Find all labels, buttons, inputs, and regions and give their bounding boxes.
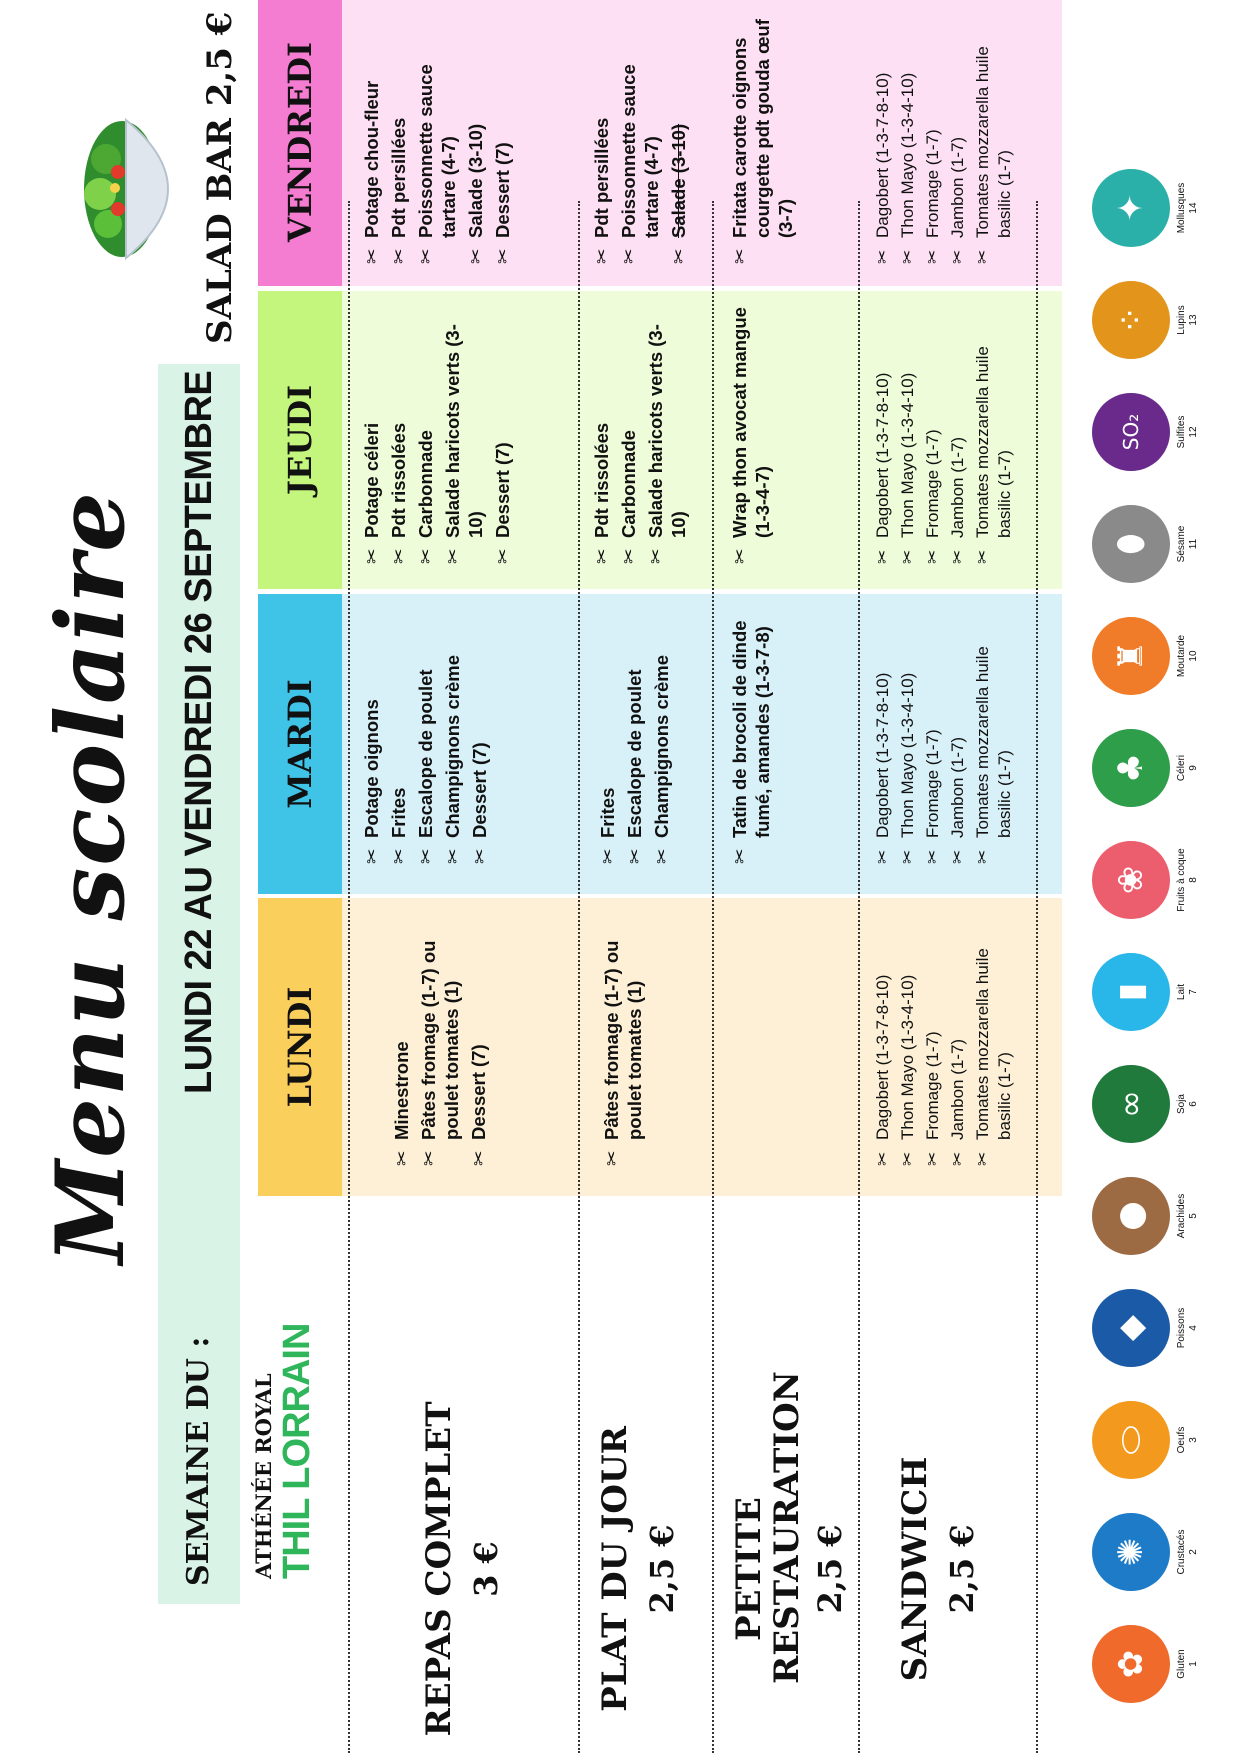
walnut-icon: ❀	[1092, 841, 1170, 919]
allergen-item: ♣ Céleri 9	[1092, 718, 1199, 818]
menu-item: ✂ Salade haricots verts (3-10)	[442, 324, 486, 564]
cutlery-icon: ✂	[591, 248, 612, 264]
school-line2: THIL LORRAIN	[276, 1323, 318, 1579]
cutlery-icon: ✂	[973, 549, 992, 564]
category-name: PETITE RESTAURATION	[729, 1371, 807, 1684]
week-dates: LUNDI 22 AU VENDREDI 26 SEPTEMBRE	[178, 370, 220, 1094]
menu-item: ✂ Jambon (1-7)	[948, 136, 967, 264]
cutlery-icon: ✂	[492, 548, 513, 564]
plat-du-jour-jeudi	[590, 304, 694, 564]
cutlery-icon: ✂	[948, 1151, 967, 1166]
mustard-icon: ♜	[1092, 617, 1170, 695]
menu-item: ✂ Salade (3-10)	[465, 123, 486, 264]
cutlery-icon: ✂	[388, 848, 409, 864]
row-separator	[348, 201, 350, 1753]
plat-du-jour-vendredi	[590, 9, 694, 264]
allergen-item: ⬭ Oeufs 3	[1092, 1390, 1199, 1490]
category-price: 2,5 €	[943, 1524, 981, 1614]
category-sandwich	[896, 1384, 982, 1754]
menu-item: ✂ Tomates mozzarella huile basilic (1-7)	[973, 646, 1014, 864]
allergen-item: SO₂ Sulfites 12	[1092, 382, 1199, 482]
menu-item: ✂ Tomates mozzarella huile basilic (1-7)	[973, 46, 1014, 264]
menu-item: ✂ Jambon (1-7)	[948, 436, 967, 564]
allergen-item: ❀ Fruits à coque 8	[1092, 830, 1199, 930]
menu-item: ✂ Dagobert (1-3-7-8-10)	[873, 72, 892, 264]
day-header-vendredi: VENDREDI	[258, 0, 342, 286]
sandwich-lundi	[872, 911, 1019, 1166]
menu-item: ✂ Fritata carotte oignons courgette pdt gouda œuf (3-7)	[729, 19, 796, 264]
cutlery-icon: ✂	[973, 1151, 992, 1166]
repas-complet-jeudi	[360, 304, 518, 564]
menu-item: ✂ Fromage (1-7)	[923, 729, 942, 864]
cutlery-icon: ✂	[361, 848, 382, 864]
milk-icon: ▮	[1092, 953, 1170, 1031]
menu-item: ✂ Thon Mayo (1-3-4-10)	[898, 372, 917, 564]
cutlery-icon: ✂	[465, 248, 486, 264]
cutlery-icon: ✂	[645, 548, 666, 564]
cutlery-icon: ✂	[873, 849, 892, 864]
menu-item: ✂ Tomates mozzarella huile basilic (1-7)	[973, 948, 1014, 1166]
cutlery-icon: ✂	[973, 849, 992, 864]
cutlery-icon: ✂	[361, 248, 382, 264]
cutlery-icon: ✂	[624, 848, 645, 864]
menu-item: ✂ Potage oignons	[361, 699, 382, 864]
cutlery-icon: ✂	[415, 248, 436, 264]
menu-item: ✂ Dessert (7)	[469, 742, 490, 864]
menu-item: ✂ Dagobert (1-3-7-8-10)	[873, 974, 892, 1166]
allergen-item: ♜ Moutarde 10	[1092, 606, 1199, 706]
row-separator	[712, 201, 714, 1753]
menu-item: ✂ Escalope de poulet	[624, 669, 645, 864]
menu-item: ✂ Poissonnette sauce tartare (4-7)	[618, 64, 662, 264]
menu-item: ✂ Jambon (1-7)	[948, 736, 967, 864]
cutlery-icon: ✂	[597, 848, 618, 864]
menu-item: ✂ Carbonnade	[415, 430, 436, 564]
allergen-item: ⁘ Lupins 13	[1092, 270, 1199, 370]
menu-item: ✂ Champignons crème	[442, 655, 463, 864]
menu-item: ✂ Thon Mayo (1-3-4-10)	[898, 974, 917, 1166]
cutlery-icon: ✂	[388, 548, 409, 564]
week-label: SEMAINE DU :	[181, 1336, 216, 1586]
menu-item: ✂ Potage céleri	[361, 422, 382, 564]
cutlery-icon: ✂	[873, 549, 892, 564]
row-separator	[858, 201, 860, 1753]
peanut-icon: ●	[1092, 1177, 1170, 1255]
cutlery-icon: ✂	[468, 1150, 489, 1166]
cutlery-icon: ✂	[469, 848, 490, 864]
cutlery-icon: ✂	[415, 848, 436, 864]
allergen-item: ∞ Soja 6	[1092, 1054, 1199, 1154]
menu-item: ✂ Dagobert (1-3-7-8-10)	[873, 372, 892, 564]
menu-item: ✂ Pâtes fromage (1-7) ou poulet tomates (1)	[418, 940, 462, 1166]
allergen-item: ◆ Poissons 4	[1092, 1278, 1199, 1378]
cutlery-icon: ✂	[923, 849, 942, 864]
shell-icon: ✦	[1092, 169, 1170, 247]
cutlery-icon: ✂	[668, 248, 689, 264]
menu-item: ✂ Fromage (1-7)	[923, 1031, 942, 1166]
cutlery-icon: ✂	[898, 849, 917, 864]
school-name	[252, 1279, 318, 1579]
cutlery-icon: ✂	[923, 249, 942, 264]
cutlery-icon: ✂	[948, 849, 967, 864]
cutlery-icon: ✂	[391, 1150, 412, 1166]
plat-du-jour-lundi	[600, 916, 650, 1166]
menu-item: ✂ Dagobert (1-3-7-8-10)	[873, 672, 892, 864]
menu-item: ✂ Frites	[388, 787, 409, 864]
lupin-icon: ⁘	[1092, 281, 1170, 359]
petite-restauration-jeudi	[728, 304, 778, 564]
menu-item: ✂ Potage chou-fleur	[361, 80, 382, 264]
menu-item: ✂ Dessert (7)	[468, 1044, 489, 1166]
salad-bowl-icon	[60, 114, 190, 264]
cutlery-icon: ✂	[618, 548, 639, 564]
repas-complet-lundi	[390, 916, 494, 1166]
menu-item: ✂ Pâtes fromage (1-7) ou poulet tomates (1)	[601, 940, 645, 1166]
wheat-icon: ✿	[1092, 1625, 1170, 1703]
allergen-item: ✿ Gluten 1	[1092, 1614, 1199, 1714]
category-name: SANDWICH	[895, 1456, 935, 1682]
menu-item: ✂ Dessert (7)	[492, 142, 513, 264]
cutlery-icon: ✂	[948, 249, 967, 264]
cutlery-icon: ✂	[873, 249, 892, 264]
cutlery-icon: ✂	[729, 548, 750, 564]
cutlery-icon: ✂	[418, 1150, 439, 1166]
menu-item: ✂ Dessert (7)	[492, 442, 513, 564]
plat-du-jour-mardi	[596, 609, 677, 864]
allergen-item: ⬮ Sésame 11	[1092, 494, 1199, 594]
cutlery-icon: ✂	[415, 548, 436, 564]
petite-restauration-mardi	[728, 609, 778, 864]
menu-item: ✂ Salade haricots verts (3-10)	[645, 324, 689, 564]
menu-item: ✂ Escalope de poulet	[415, 669, 436, 864]
cutlery-icon: ✂	[898, 549, 917, 564]
allergen-item: ✦ Mollusques 14	[1092, 158, 1199, 258]
sandwich-vendredi	[872, 9, 1019, 264]
category-price: 2,5 €	[643, 1524, 681, 1614]
cutlery-icon: ✂	[492, 248, 513, 264]
menu-item: ✂ Pdt rissolées	[591, 422, 612, 564]
sandwich-mardi	[872, 609, 1019, 864]
menu-item: ✂ Fromage (1-7)	[923, 429, 942, 564]
cutlery-icon: ✂	[729, 248, 750, 264]
category-repas-complet	[420, 1384, 506, 1754]
cutlery-icon: ✂	[898, 249, 917, 264]
category-petite-restauration	[729, 1371, 850, 1684]
egg-icon: ⬭	[1092, 1401, 1170, 1479]
menu-title: Menu scolaire	[36, 490, 146, 1264]
menu-item: ✂ Pdt rissolées	[388, 422, 409, 564]
cutlery-icon: ✂	[729, 848, 750, 864]
sulfites-icon: SO₂	[1092, 393, 1170, 471]
cutlery-icon: ✂	[923, 549, 942, 564]
category-name: REPAS COMPLET	[419, 1401, 459, 1737]
menu-item: ✂ Frites	[597, 787, 618, 864]
category-price: 2,5 €	[811, 1524, 849, 1614]
row-separator	[578, 201, 580, 1753]
school-line1: ATHÉNÉE ROYAL	[251, 1373, 276, 1579]
celery-icon: ♣	[1092, 729, 1170, 807]
day-header-mardi: MARDI	[258, 594, 342, 894]
week-banner	[158, 364, 240, 1604]
sesame-icon: ⬮	[1092, 505, 1170, 583]
cutlery-icon: ✂	[601, 1150, 622, 1166]
menu-item: ✂ Thon Mayo (1-3-4-10)	[898, 72, 917, 264]
fish-icon: ◆	[1092, 1289, 1170, 1367]
cutlery-icon: ✂	[923, 1151, 942, 1166]
crab-icon: ✺	[1092, 1513, 1170, 1591]
category-plat-du-jour	[596, 1384, 682, 1754]
allergen-item: ● Arachides 5	[1092, 1166, 1199, 1266]
cutlery-icon: ✂	[651, 848, 672, 864]
cutlery-icon: ✂	[898, 1151, 917, 1166]
menu-item: ✂ Pdt persillées	[591, 117, 612, 264]
menu-item: ✂ Tatin de brocoli de dinde fumé, amandes (1-3-7-8)	[729, 620, 773, 864]
allergen-legend	[1092, 154, 1232, 1714]
cutlery-icon: ✂	[442, 548, 463, 564]
salad-bar-label: SALAD BAR 2,5 €	[200, 11, 240, 344]
category-name: PLAT DU JOUR	[595, 1426, 635, 1712]
menu-item: ✂ Pdt persillées	[388, 117, 409, 264]
category-price: 3 €	[467, 1541, 505, 1597]
allergen-item: ✺ Crustacés 2	[1092, 1502, 1199, 1602]
soy-icon: ∞	[1092, 1065, 1170, 1143]
allergen-item: ▮ Lait 7	[1092, 942, 1199, 1042]
menu-item: ✂ Fromage (1-7)	[923, 129, 942, 264]
sandwich-jeudi	[872, 304, 1019, 564]
menu-item: ✂ Wrap thon avocat mangue (1-3-4-7)	[729, 307, 773, 564]
cutlery-icon: ✂	[973, 249, 992, 264]
cutlery-icon: ✂	[388, 248, 409, 264]
menu-item: ✂ Thon Mayo (1-3-4-10)	[898, 672, 917, 864]
day-header-jeudi: JEUDI	[258, 291, 342, 589]
row-separator	[1036, 201, 1038, 1753]
cutlery-icon: ✂	[591, 548, 612, 564]
cutlery-icon: ✂	[361, 548, 382, 564]
menu-item: ✂ Minestrone	[391, 1041, 412, 1166]
menu-item: ✂ Poissonnette sauce tartare (4-7)	[415, 64, 459, 264]
menu-item: ✂ Jambon (1-7)	[948, 1038, 967, 1166]
petite-restauration-vendredi	[728, 9, 801, 264]
day-header-lundi: LUNDI	[258, 898, 342, 1196]
menu-item: ✂ Tomates mozzarella huile basilic (1-7)	[973, 346, 1014, 564]
repas-complet-mardi	[360, 609, 495, 864]
cutlery-icon: ✂	[442, 848, 463, 864]
cutlery-icon: ✂	[873, 1151, 892, 1166]
cutlery-icon: ✂	[618, 248, 639, 264]
menu-item: ✂ Carbonnade	[618, 430, 639, 564]
cutlery-icon: ✂	[948, 549, 967, 564]
menu-item: ✂ Salade (3-10)	[668, 123, 689, 264]
repas-complet-vendredi	[360, 9, 518, 264]
menu-item: ✂ Champignons crème	[651, 655, 672, 864]
